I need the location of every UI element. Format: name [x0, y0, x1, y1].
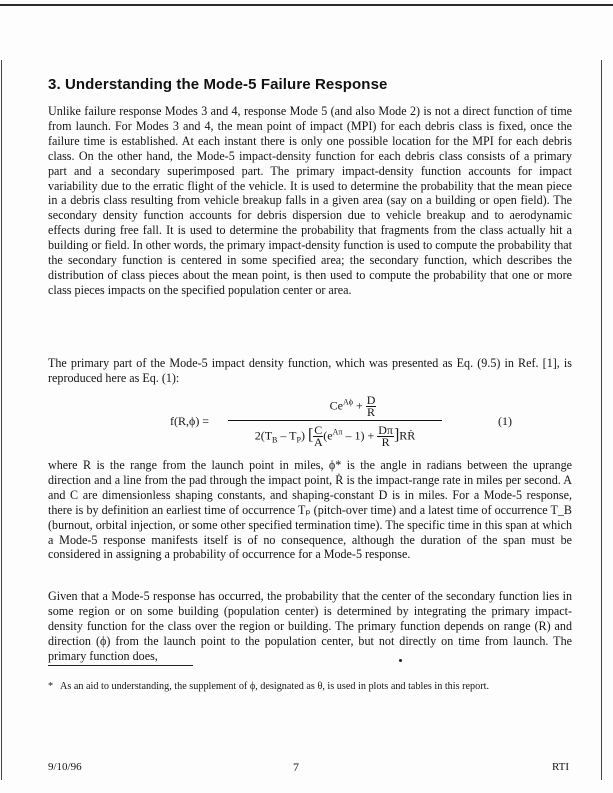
left-margin-line	[1, 60, 2, 780]
equation-fraction-bar	[228, 420, 442, 421]
paragraph-probability: Given that a Mode-5 response has occurred, the probability that the center of the secondary function lies in some region or on some building (population center) is determined by integrating the primary impact-density function for the class over the region or building. The primary function depends on range (R) and direction (ϕ) from the launch point to the population center, but not directly on time from launch. The primary function does,	[48, 589, 572, 663]
equation-1	[170, 395, 580, 459]
top-border-line	[0, 4, 613, 6]
section-heading: 3. Understanding the Mode-5 Failure Response	[48, 76, 388, 93]
footnote	[48, 680, 572, 693]
stray-mark	[399, 659, 402, 662]
footnote-text: As an aid to understanding, the supplement of ϕ, designated as θ, is used in plots and tables in this report.	[60, 681, 489, 692]
page-number: 7	[293, 760, 299, 774]
equation-denominator: $2(T_B - T_P)$ [ $\frac{C}{A}$ $(e^{A\pi} - 1)$ + $\frac{D\pi}{R}$ ]RṘ	[254, 423, 416, 449]
footnote-separator	[48, 665, 193, 666]
denominator-fraction-dpi-r: $\frac{D\pi}{R}$	[378, 423, 393, 449]
footnote-marker: *	[48, 681, 54, 692]
footer-organization: RTI	[552, 761, 570, 773]
footer-date: 9/10/96	[48, 761, 82, 773]
right-margin-line	[601, 60, 602, 780]
equation-number: (1)	[498, 414, 512, 428]
paragraph-equation-lead: The primary part of the Mode-5 impact density function, which was presented as Eq. (9.5) in Ref. [1], is reproduced here as Eq. (1):	[48, 356, 572, 385]
paragraph-variable-definitions: where R is the range from the launch point in miles, ϕ* is the angle in radians between the uprange direction and a line from the pad through the impact point, Ṙ is the impact-range rate in miles per second. A and C are dimensionless shaping constants, and shaping-constant D is in miles. For a Mode-5 response, there is by definition an earliest time of occurrence Tₚ (pitch-over time) and a latest time of occurrence T_B (burnout, orbital injection, or some other specified termination time). The specific time in this span at which a Mode-5 response manifests itself is of no consequence, although the duration of the span must be considered in assigning a probability of occurrence for a Mode-5 response.	[48, 458, 572, 562]
paragraph-intro: Unlike failure response Modes 3 and 4, response Mode 5 (and also Mode 2) is not a direct function of time from launch. For Modes 3 and 4, the mean point of impact (MPI) for each debris class is fixed, once the failure time is established. At each instant there is only one possible location for the MPI for each debris class. On the other hand, the Mode-5 impact-density function for each debris class consists of a primary part and a secondary superimposed part. The primary impact-density function accounts for impact variability due to the erratic flight of the vehicle. It is used to determine the probability that the mean piece in a debris class resulting from vehicle breakup falls in a given area (say on a building or open field). The secondary density function accounts for debris dispersion due to vehicle breakup and to aerodynamic effects during free fall. It is used to determine the probability that fragments from the class actually hit a building or field. In other words, the primary impact-density function is used to compute the probability that the secondary function is centered in some specified area; the secondary function, which describes the distribution of class pieces about the mean point, is then used to compute the probability that one or more class pieces impacts on the specified population center or area.	[48, 104, 572, 297]
denominator-fraction-c-a: $\frac{C}{A}$	[313, 423, 323, 449]
numerator-fraction: $\frac{D}{R}$	[366, 393, 376, 419]
equation-numerator: $Ce^{A\phi}$ + $\frac{D}{R}$	[329, 393, 376, 419]
equation-lhs: f(R,ϕ) =	[170, 414, 210, 428]
